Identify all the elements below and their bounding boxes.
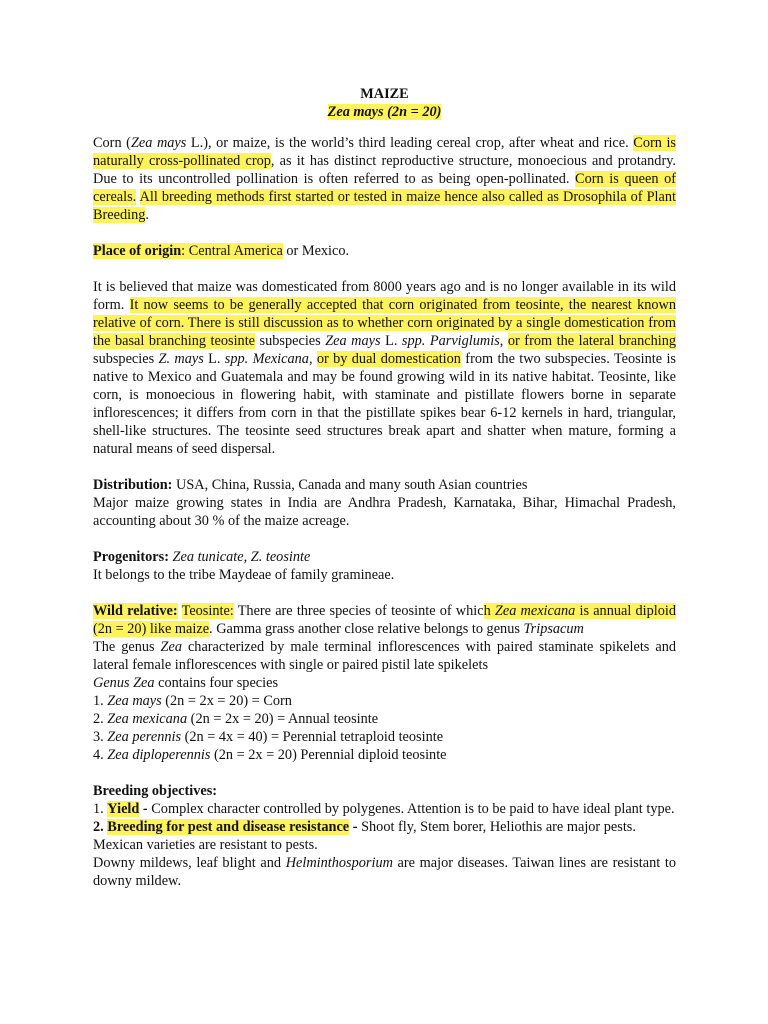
wild-relative-paragraph: Wild relative: Teosinte: There are three species of teosinte of which Zea mexicana is annual diploid (2n = 20) like maize. Gamma grass another close relative belongs to genus Tripsacum xyxy=(93,603,676,637)
highlight: or by dual domestication xyxy=(316,351,461,367)
intro-paragraph: Corn (Zea mays L.), or maize, is the world’s third leading cereal crop, after wheat and rice. Corn is naturally cross-pollinated crop, as it has distinct reproductive structure, monoecious and protandry. Due to its uncontrolled pollination is often referred to as being open-pollinated. Corn is queen of cereals. All breeding methods first started or tested in maize hence also called as Drosophila of Plant Breeding. xyxy=(93,135,677,223)
disease-note: Downy mildews, leaf blight and Helminthosporium are major diseases. Taiwan lines are resistant to downy mildew. xyxy=(93,855,676,889)
origin-paragraph: Place of origin: Central America or Mexico. xyxy=(93,243,350,259)
breeding-objective-resistance: 2. Breeding for pest and disease resistance - Shoot fly, Stem borer, Heliothis are major pests. xyxy=(93,819,636,835)
document-subtitle xyxy=(93,103,676,121)
species-item: 3. Zea perennis (2n = 4x = 40) = Perennial tetraploid teosinte xyxy=(93,729,444,745)
progenitors-paragraph: Progenitors: Zea tunicate, Z. teosinte xyxy=(93,549,311,565)
genus-description: The genus Zea characterized by male terminal inflorescences with paired staminate spikelets and lateral female inflorescences with single or paired pistil late spikelets xyxy=(93,639,676,673)
highlight: All breeding methods first started or tested in maize hence also called as Drosophila of Plant Breeding xyxy=(93,189,676,223)
wild-relative-label: Wild relative: xyxy=(93,603,178,619)
breeding-objective-yield: 1. Yield - Complex character controlled by polygenes. Attention is to be paid to have ideal plant type. xyxy=(93,801,675,817)
pest-resistance-note: Mexican varieties are resistant to pests. xyxy=(93,837,318,853)
subtitle-highlight: Zea mays (2n = 20) xyxy=(327,104,442,120)
species-item: 1. Zea mays (2n = 2x = 20) = Corn xyxy=(93,693,292,709)
progenitors-label: Progenitors: xyxy=(93,549,169,565)
distribution-paragraph: Distribution: USA, China, Russia, Canada and many south Asian countries xyxy=(93,477,528,493)
distribution-states: Major maize growing states in India are Andhra Pradesh, Karnataka, Bihar, Himachal Pradesh, accounting about 30 % of the maize acreage. xyxy=(93,495,676,529)
origin-label: Place of origin xyxy=(93,243,182,259)
highlight: or from the lateral branching xyxy=(507,333,676,349)
highlight: Yield xyxy=(107,801,140,817)
history-paragraph: It is believed that maize was domesticated from 8000 years ago and is no longer available in its wild form. It now seems to be generally accepted that corn originated from teosinte, the nearest known relative of corn. There is still discussion as to whether corn originated by a single domestication from the basal branching teosinte subspecies Zea mays L. spp. Parviglumis, or from the lateral branching subspecies Z. mays L. spp. Mexicana, or by dual domestication from the two subspecies. Teosinte is native to Mexico and Guatemala and may be found growing wild in its native habitat. Teosinte, like corn, is monoecious in flowering habit, with staminate and pistillate flowers borne in separate inflorescences; it differs from corn in that the pistillate spikes bear 6-12 kernels in hard, triangular, shell-like structures. The teosinte seed structures break apart and shatter when mature, forming a natural means of seed dispersal. xyxy=(93,279,676,457)
highlight: Corn is queen of cereals. xyxy=(93,171,677,205)
highlight: h Zea mexicana is annual diploid (2n = 20) like maize xyxy=(93,603,676,637)
highlight: Teosinte: xyxy=(181,603,234,619)
distribution-label: Distribution: xyxy=(93,477,173,493)
species-item: 4. Zea diploperennis (2n = 2x = 20) Perennial diploid teosinte xyxy=(93,747,447,763)
progenitors-tribe: It belongs to the tribe Maydeae of family gramineae. xyxy=(93,567,395,583)
breeding-objectives-heading: Breeding objectives: xyxy=(93,783,218,799)
genus-species-heading: Genus Zea contains four species xyxy=(93,675,279,691)
species-item: 2. Zea mexicana (2n = 2x = 20) = Annual teosinte xyxy=(93,711,379,727)
highlight: Corn is naturally cross-pollinated crop xyxy=(93,135,676,169)
document-title: MAIZE xyxy=(360,86,409,102)
highlight: It now seems to be generally accepted that corn originated from teosinte, the nearest known relative of corn. There is still discussion as to whether corn originated by a single domestication from the basal branching teosinte xyxy=(93,297,676,349)
highlight: Breeding for pest and disease resistance xyxy=(107,819,350,835)
